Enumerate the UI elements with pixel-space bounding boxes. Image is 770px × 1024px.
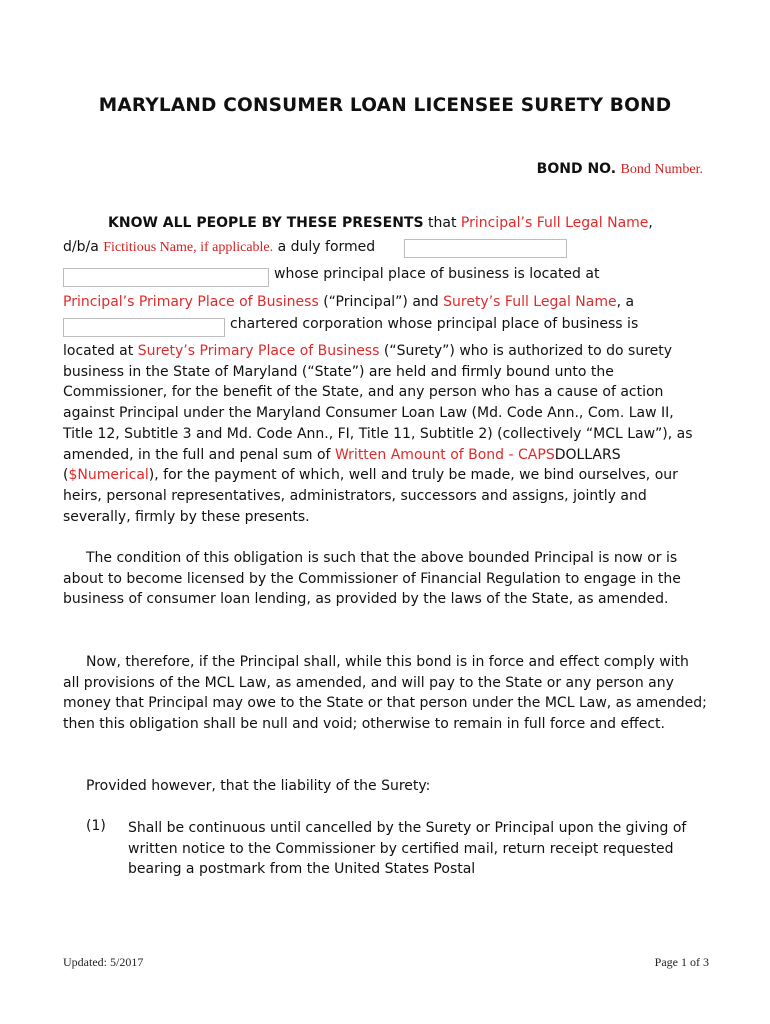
intro-line-2 — [63, 237, 375, 258]
intro-lead: KNOW ALL PEOPLE BY THESE PRESENTS — [108, 215, 424, 231]
dollars-text: DOLLARS ( — [63, 446, 621, 484]
chartered-text: chartered corporation whose principal place of business is — [230, 316, 639, 332]
principal-name-placeholder: Principal’s Full Legal Name — [460, 215, 649, 231]
provided-text: Provided however, that the liability of the Surety: — [86, 778, 431, 794]
duly-formed-text: a duly formed — [273, 239, 376, 255]
surety-paren: (“Surety”) who is authorized to do — [379, 343, 624, 359]
surety-name-placeholder: Surety’s Full Legal Name — [443, 294, 617, 310]
dba-label: d/b/a — [63, 239, 104, 255]
surety-place-placeholder: Surety’s Primary Place of Business — [137, 343, 380, 359]
document-title: MARYLAND CONSUMER LOAN LICENSEE SURETY BOND — [98, 95, 672, 116]
intro-line-4 — [63, 292, 634, 312]
provided-paragraph — [63, 776, 708, 797]
now-therefore-paragraph — [63, 652, 708, 735]
principal-entity-type-field[interactable] — [404, 239, 567, 258]
principal-paren: (“Principal”) and — [318, 294, 444, 310]
principal-state-field[interactable] — [63, 268, 269, 287]
footer-page-number: Page 1 of 3 — [654, 955, 709, 969]
intro-body-2: ), for the payment of which, well and truly be made, we bind ourselves, our heirs, personal representatives, administrators, successors and assigns, jointly and severally, firmly by these presents. — [63, 467, 678, 525]
intro-paragraph-body — [63, 341, 708, 527]
intro-line-1 — [108, 213, 653, 233]
now-therefore-text: Now, therefore, if the Principal shall, while this bond is in force and effect comply with all provisions of the MCL Law, as amended, and will pay to the State or any person any money that Principal may owe to the State or that person under the MCL Law, as amended; then this obligation shall be null and void; otherwise to remain in full force and effect. — [63, 654, 707, 733]
condition-paragraph — [63, 548, 708, 610]
written-amount-placeholder: Written Amount of Bond - CAPS — [334, 446, 555, 463]
bond-number-value: Bond Number. — [620, 162, 703, 177]
intro-comma: , — [648, 215, 653, 231]
fictitious-name-placeholder: Fictitious Name, if applicable. — [103, 240, 274, 255]
list-item-number: (1) — [86, 818, 106, 834]
bond-number-label: BOND NO. — [536, 161, 617, 177]
located-at: located at — [63, 343, 138, 359]
footer-updated: Updated: 5/2017 — [63, 955, 144, 969]
intro-that: that — [423, 215, 461, 231]
principal-place-text: whose principal place of business is located at — [274, 266, 600, 282]
intro-body-1: surety business in the State of Maryland (“State”) are held and firmly bound unto the Commissioner, for the benefit of the State, and any person who has a cause of action against Principal under the Maryland Consumer Loan Law (Md. Code Ann., Com. Law II, Title 12, Subtitle 3 and Md. Code Ann., FI, Title 11, Subtitle 2) (collectively “MCL Law”), as amended, in the full and penal sum of — [63, 343, 693, 463]
principal-place-placeholder: Principal’s Primary Place of Business — [63, 294, 319, 310]
numerical-amount-placeholder: $Numerical — [68, 467, 149, 484]
bond-number-line — [537, 161, 703, 178]
comma-a: , a — [616, 294, 635, 310]
surety-state-field[interactable] — [63, 318, 225, 337]
list-item-text: Shall be continuous until cancelled by the Surety or Principal upon the giving of written notice to the Commissioner by certified mail, return receipt requested bearing a postmark from the United States Postal — [128, 820, 687, 878]
condition-text: The condition of this obligation is such that the above bounded Principal is now or is about to become licensed by the Commissioner of Financial Regulation to engage in the business of consumer loan lending, as provided by the laws of the State, as amended. — [63, 550, 681, 608]
